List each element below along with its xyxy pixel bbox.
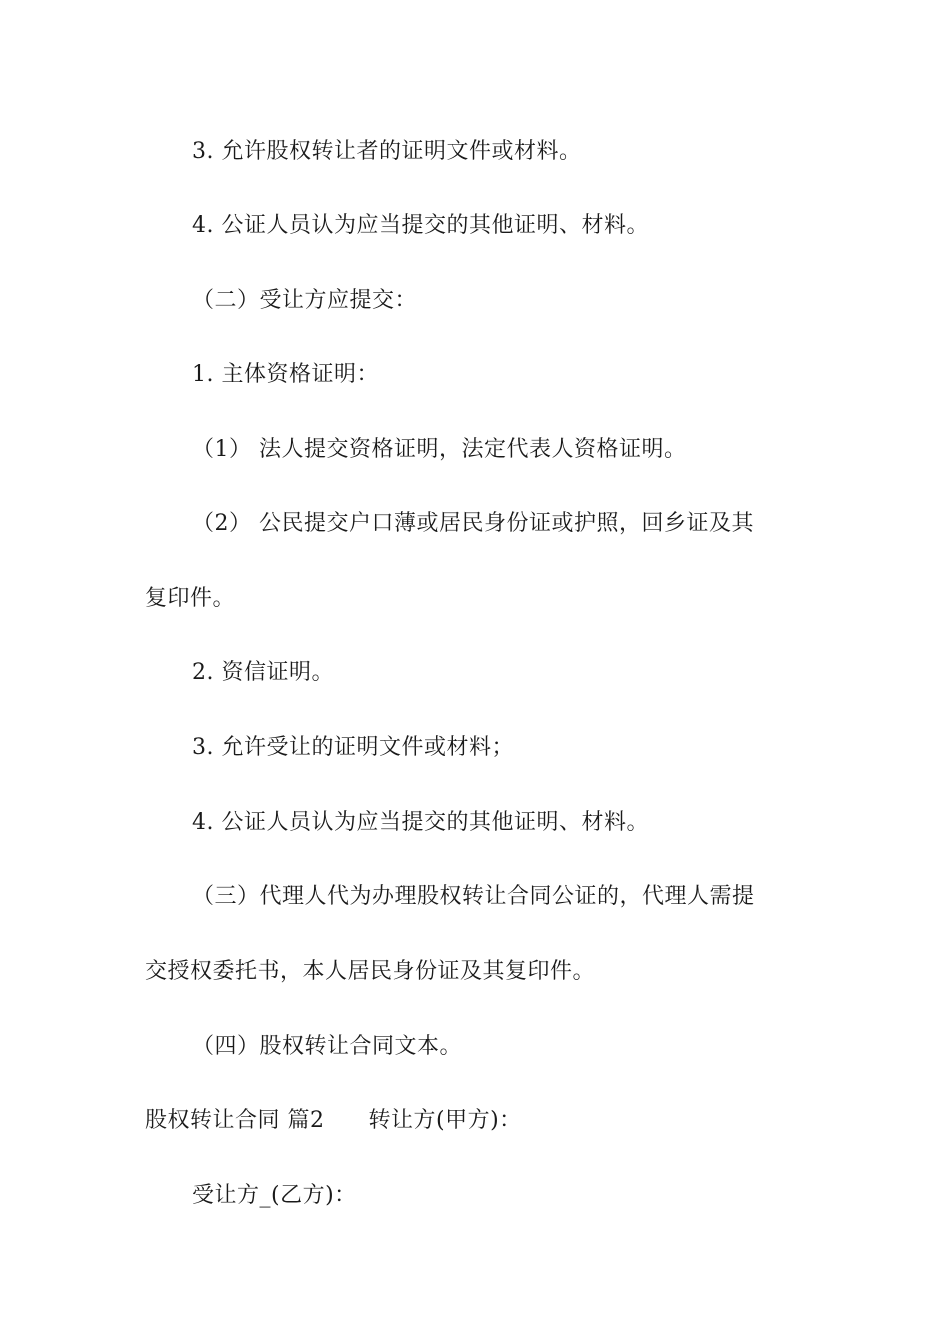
transferor-label: 转让方(甲方)：: [368, 1108, 522, 1133]
transferee-label: 受让方_(乙方)：: [192, 1183, 357, 1208]
section-heading: （三）代理人代为办理股权转让合同公证的，代理人需提: [192, 884, 755, 909]
paragraph-line: 4. 公证人员认为应当提交的其他证明、材料。: [192, 810, 649, 835]
paragraph-line: （1） 法人提交资格证明，法定代表人资格证明。: [192, 437, 687, 462]
paragraph-line: 3. 允许受让的证明文件或材料；: [192, 735, 514, 760]
paragraph-line: 1. 主体资格证明：: [192, 362, 379, 387]
paragraph-line: 交授权委托书，本人居民身份证及其复印件。: [145, 959, 596, 984]
contract-title: 股权转让合同 篇2: [145, 1108, 325, 1133]
section-heading: （四）股权转让合同文本。: [192, 1034, 463, 1059]
paragraph-line: 2. 资信证明。: [192, 660, 334, 685]
section-heading: （二）受让方应提交：: [192, 288, 418, 313]
paragraph-line: （2） 公民提交户口薄或居民身份证或护照，回乡证及其: [192, 511, 754, 536]
contract-title-line: [145, 1106, 522, 1136]
paragraph-line: 3. 允许股权转让者的证明文件或材料。: [192, 139, 582, 164]
paragraph-line: 复印件。: [145, 586, 236, 611]
paragraph-line: 4. 公证人员认为应当提交的其他证明、材料。: [192, 213, 649, 238]
